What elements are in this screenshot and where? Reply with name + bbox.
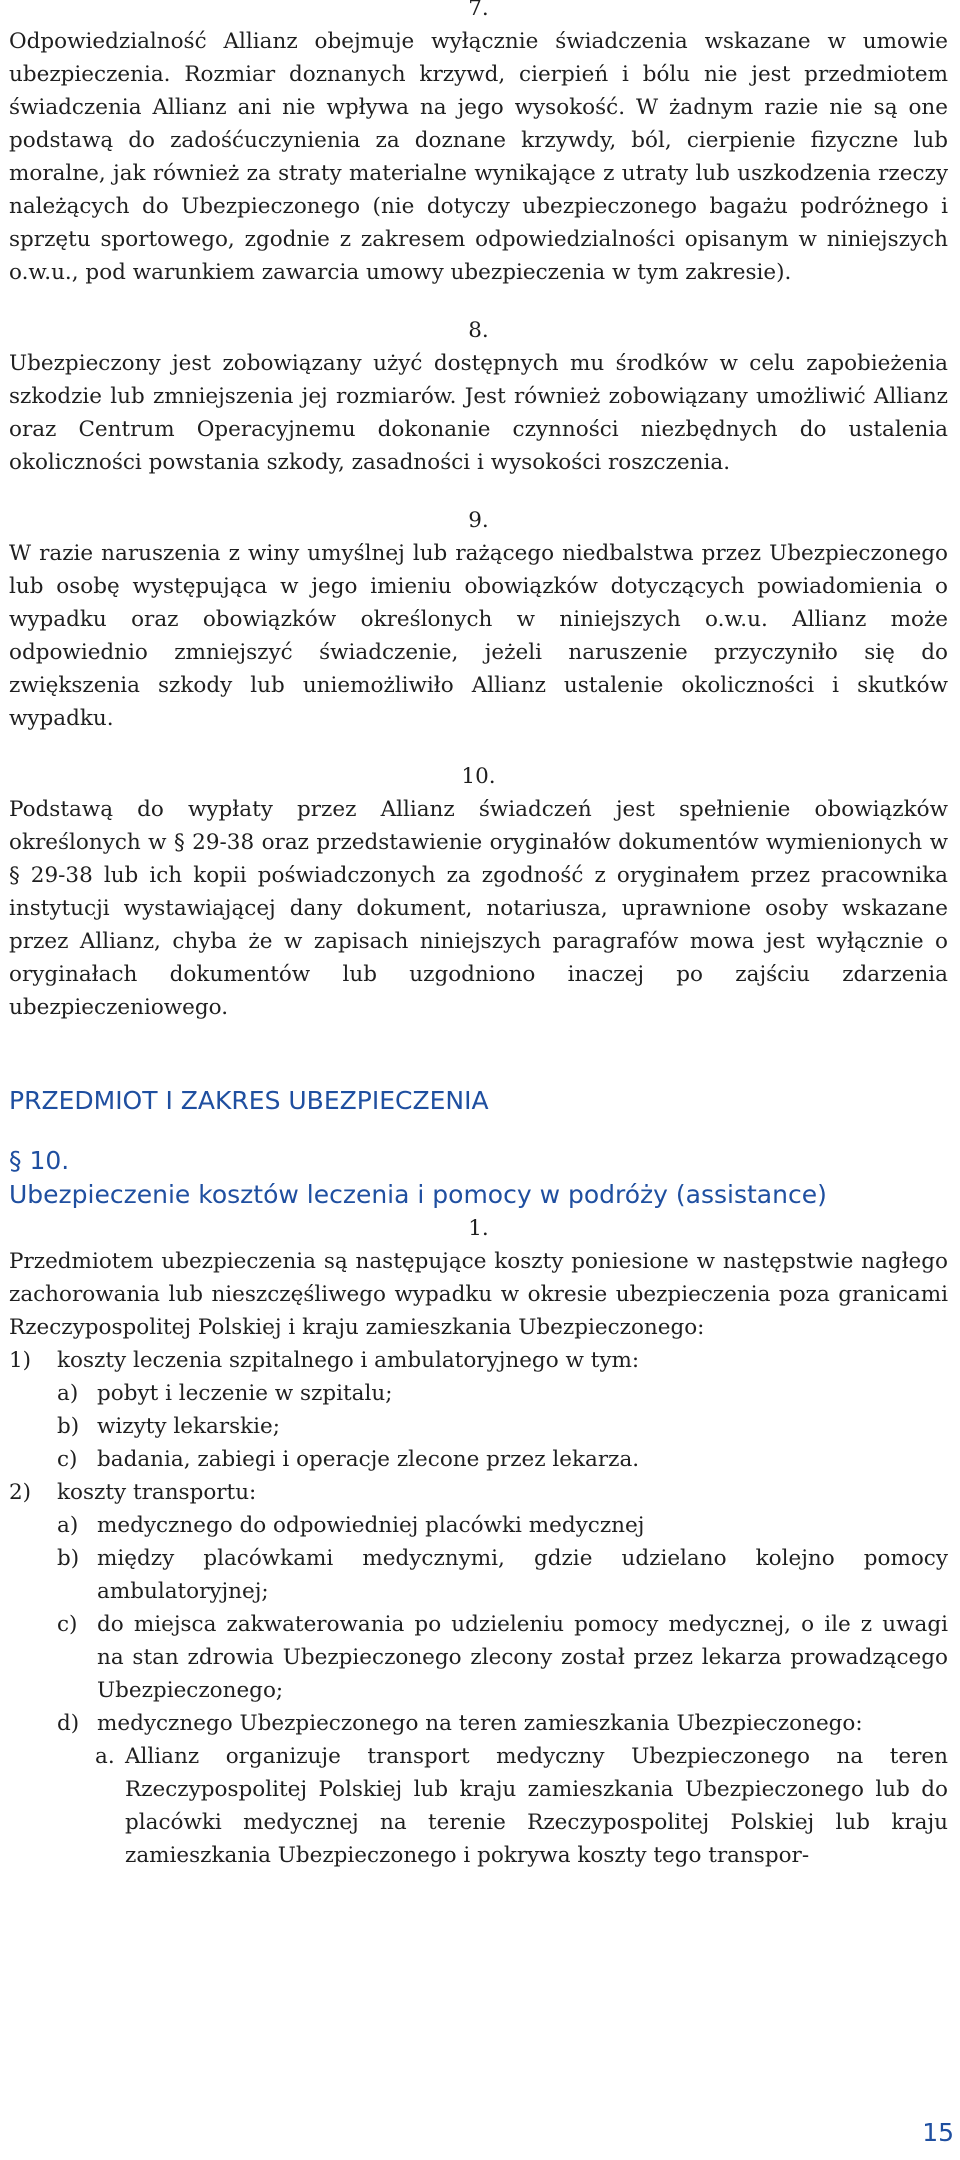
list-item-2d-a <box>9 1740 948 1872</box>
list-item-1a <box>9 1377 948 1410</box>
list-item-text: Allianz organizuje transport medyczny Ubezpieczonego na teren Rzeczypospolitej Polskiej lub kraju zamieszkania Ubezpieczonego lub do placówki medycznej na terenie Rzeczypospolitej Polskiej lub kraju zamieszkania Ubezpieczonego i pokrywa koszty tego transpor- <box>125 1744 948 1868</box>
clause-1-intro: Przedmiotem ubezpieczenia są następujące koszty poniesione w następstwie nagłego zachorowania lub nieszczęśliwego wypadku w okresie ubezpieczenia poza granicami Rzeczypospolitej Polskiej i kraju zamieszkania Ubezpieczonego: <box>9 1249 948 1340</box>
paragraph-subtitle: Ubezpieczenie kosztów leczenia i pomocy w podróży (assistance) <box>9 1180 827 1209</box>
paragraph-number-8: 8. <box>468 318 489 343</box>
list-marker: a) <box>57 1381 79 1406</box>
paragraph-10-text: Podstawą do wypłaty przez Allianz świadczeń jest spełnienie obowiązków określonych w § 29-38 oraz przedstawienie oryginałów dokumentów wymienionych w § 29-38 lub ich kopii poświadczonych za zgodność z oryginałem przez pracownika instytucji wystawiającej dany dokument, notariusza, uprawnione osoby wskazane przez Allianz, chyba że w zapisach niniejszych paragrafów mowa jest wyłącznie o oryginałach dokumentów lub uzgodniono inaczej po zajściu zdarzenia ubezpieczeniowego. <box>9 797 948 1020</box>
list-item-2b <box>9 1542 948 1608</box>
list-item-text: medycznego Ubezpieczonego na teren zamieszkania Ubezpieczonego: <box>97 1711 863 1736</box>
list-item-1b <box>9 1410 948 1443</box>
list-item-2a <box>9 1509 948 1542</box>
list-marker: b) <box>57 1546 80 1571</box>
paragraph-7-text: Odpowiedzialność Allianz obejmuje wyłącznie świadczenia wskazane w umowie ubezpieczenia. Rozmiar doznanych krzywd, cierpień i bólu nie jest przedmiotem świadczenia Allianz ani nie wpływa na jego wysokość. W żadnym razie nie są one podstawą do zadośćuczynienia za doznane krzywdy, ból, cierpienie fizyczne lub moralne, jak również za straty materialne wynikające z utraty lub uszkodzenia rzeczy należących do Ubezpieczonego (nie dotyczy ubezpieczonego bagażu podróżnego i sprzętu sportowego, zgodnie z zakresem odpowiedzialności opisanym w niniejszych o.w.u., pod warunkiem zawarcia umowy ubezpieczenia w tym zakresie). <box>9 29 948 285</box>
list-marker: b) <box>57 1414 80 1439</box>
paragraph-title: § 10. <box>9 1146 70 1175</box>
paragraph-number-7: 7. <box>468 0 489 21</box>
paragraph-number-9: 9. <box>468 508 489 533</box>
list-item-text: wizyty lekarskie; <box>97 1414 281 1439</box>
list-marker: 1) <box>9 1348 32 1373</box>
page-number: 15 <box>922 2118 954 2147</box>
paragraph-8-text: Ubezpieczony jest zobowiązany użyć dostępnych mu środków w celu zapobieżenia szkodzie lub zmniejszenia jej rozmiarów. Jest również zobowiązany umożliwić Allianz oraz Centrum Operacyjnemu dokonanie czynności niezbędnych do ustalenia okoliczności powstania szkody, zasadności i wysokości roszczenia. <box>9 351 948 475</box>
list-marker: c) <box>57 1447 78 1472</box>
list-item-2c <box>9 1608 948 1707</box>
list-item-text: medycznego do odpowiedniej placówki medycznej <box>97 1513 645 1538</box>
clause-number-1: 1. <box>468 1216 489 1241</box>
list-marker: d) <box>57 1711 80 1736</box>
paragraph-9-text: W razie naruszenia z winy umyślnej lub rażącego niedbalstwa przez Ubezpieczonego lub osobę występująca w jego imieniu obowiązków dotyczących powiadomienia o wypadku oraz obowiązków określonych w niniejszych o.w.u. Allianz może odpowiednio zmniejszyć świadczenie, jeżeli naruszenie przyczyniło się do zwiększenia szkody lub uniemożliwiło Allianz ustalenie okoliczności i skutków wypadku. <box>9 541 948 731</box>
section-title: PRZEDMIOT I ZAKRES UBEZPIECZENIA <box>9 1086 489 1115</box>
list-item-text: pobyt i leczenie w szpitalu; <box>97 1381 393 1406</box>
list-item-text: do miejsca zakwaterowania po udzieleniu pomocy medycznej, o ile z uwagi na stan zdrowia Ubezpieczonego zlecony został przez lekarza prowadzącego Ubezpieczonego; <box>97 1612 948 1703</box>
list-marker: a) <box>57 1513 79 1538</box>
list-item-text: koszty transportu: <box>57 1480 257 1505</box>
list-marker: a. <box>95 1744 115 1769</box>
list-item-2 <box>9 1476 948 1509</box>
list-item-1c <box>9 1443 948 1476</box>
list-item-1 <box>9 1344 948 1377</box>
list-item-2d <box>9 1707 948 1740</box>
list-item-text: między placówkami medycznymi, gdzie udzielano kolejno pomocy ambulatoryjnej; <box>97 1546 948 1604</box>
list-marker: c) <box>57 1612 78 1637</box>
paragraph-number-10: 10. <box>461 764 496 789</box>
list-item-text: badania, zabiegi i operacje zlecone przez lekarza. <box>97 1447 640 1472</box>
list-item-text: koszty leczenia szpitalnego i ambulatoryjnego w tym: <box>57 1348 640 1373</box>
list-marker: 2) <box>9 1480 32 1505</box>
